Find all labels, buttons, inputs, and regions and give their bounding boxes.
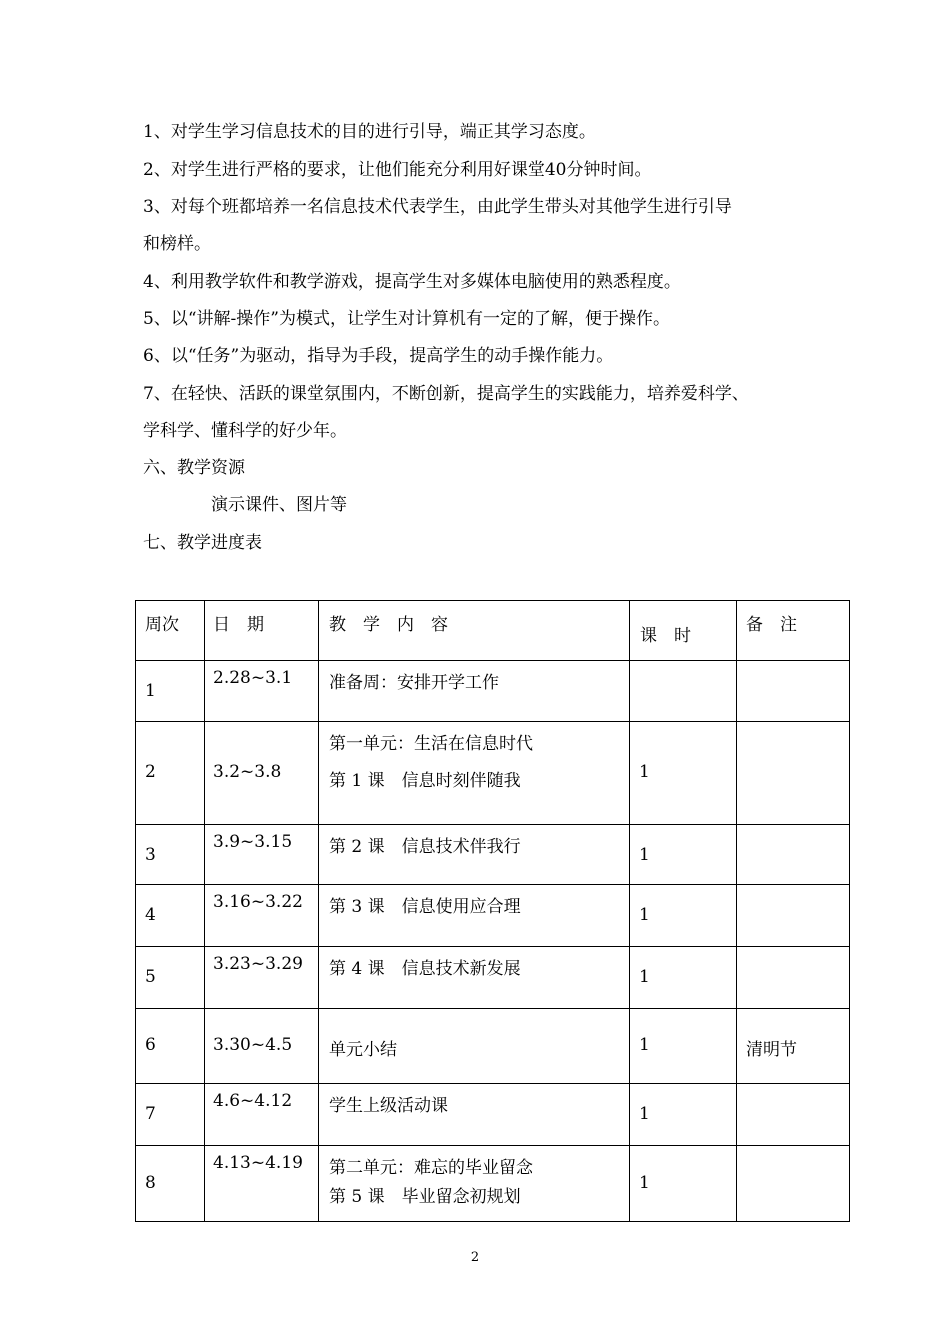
week-value: 4 [145,905,156,925]
table-row [136,1009,850,1084]
cell-week [136,1084,205,1146]
table-row [136,947,850,1009]
header-notes: 备 注 [746,615,797,635]
paragraph-2: 2、对学生进行严格的要求，让他们能充分利用好课堂40分钟时间。 [143,160,652,180]
date-value: 2.28~3.1 [213,668,293,688]
paragraph-1: 1、对学生学习信息技术的目的进行引导，端正其学习态度。 [143,122,596,142]
page-number: 2 [470,1250,480,1265]
cell-notes [737,1084,850,1146]
date-value: 3.30~4.5 [213,1035,293,1055]
week-value: 8 [145,1173,156,1193]
cell-week [136,722,205,825]
week-value: 6 [145,1035,156,1055]
table-row [136,825,850,885]
cell-hours [630,661,737,722]
cell-date [205,661,319,722]
table-row [136,1146,850,1222]
hours-value: 1 [639,967,650,987]
table-header-row [136,601,850,661]
cell-week [136,825,205,885]
cell-hours [630,1146,737,1222]
content-value: 第 2 课 信息技术伴我行 [329,837,521,857]
schedule-table [135,600,850,1222]
hours-value: 1 [639,905,650,925]
cell-hours [630,722,737,825]
hours-value: 1 [639,1173,650,1193]
date-value: 3.16~3.22 [213,892,303,912]
cell-week [136,885,205,947]
cell-notes [737,885,850,947]
header-week: 周次 [145,615,179,635]
date-value: 4.13~4.19 [213,1153,303,1173]
table-row [136,885,850,947]
cell-date [205,947,319,1009]
paragraph-6: 6、以“任务”为驱动，指导为手段，提高学生的动手操作能力。 [143,346,614,366]
week-value: 5 [145,967,156,987]
table-row [136,1084,850,1146]
cell-week [136,947,205,1009]
cell-notes [737,825,850,885]
cell-hours [630,1084,737,1146]
header-date: 日 期 [213,615,264,635]
notes-value: 清明节 [746,1040,797,1060]
cell-content [319,1084,630,1146]
paragraph-3: 3、对每个班都培养一名信息技术代表学生，由此学生带头对其他学生进行引导 [143,197,732,217]
cell-hours [630,825,737,885]
date-value: 3.2~3.8 [213,762,282,782]
header-notes-cell [737,601,850,661]
content-value: 第二单元：难忘的毕业留念 [329,1158,533,1178]
cell-date [205,1146,319,1222]
header-hours-cell [630,601,737,661]
hours-value: 1 [639,845,650,865]
content-value: 第 4 课 信息技术新发展 [329,959,521,979]
week-value: 7 [145,1104,156,1124]
hours-value: 1 [639,762,650,782]
cell-notes [737,661,850,722]
paragraph-7: 7、在轻快、活跃的课堂氛围内，不断创新，提高学生的实践能力，培养爱科学、 [143,384,749,404]
content-value: 学生上级活动课 [329,1096,448,1116]
content-value-line2: 第 1 课 信息时刻伴随我 [329,771,521,791]
header-content: 教 学 内 容 [329,615,448,635]
cell-date [205,825,319,885]
cell-date [205,722,319,825]
week-value: 2 [145,762,156,782]
cell-notes [737,1146,850,1222]
cell-content [319,661,630,722]
cell-notes [737,1009,850,1084]
content-value: 第一单元：生活在信息时代 [329,734,533,754]
table-row [136,661,850,722]
hours-value: 1 [639,1104,650,1124]
date-value: 3.23~3.29 [213,954,303,974]
cell-week [136,1146,205,1222]
content-value: 单元小结 [329,1040,397,1060]
header-date-cell [205,601,319,661]
cell-content [319,1009,630,1084]
header-content-cell [319,601,630,661]
cell-hours [630,947,737,1009]
cell-content [319,885,630,947]
date-value: 4.6~4.12 [213,1091,293,1111]
cell-content [319,825,630,885]
section-heading-schedule: 七、教学进度表 [143,533,262,553]
cell-notes [737,947,850,1009]
table-row [136,722,850,825]
cell-hours [630,1009,737,1084]
cell-week [136,661,205,722]
cell-hours [630,885,737,947]
cell-date [205,1009,319,1084]
content-value: 第 3 课 信息使用应合理 [329,897,521,917]
cell-week [136,1009,205,1084]
cell-notes [737,722,850,825]
paragraph-7-cont: 学科学、懂科学的好少年。 [143,421,347,441]
resources-text: 演示课件、图片等 [211,495,347,515]
cell-content [319,722,630,825]
cell-date [205,1084,319,1146]
cell-content [319,947,630,1009]
header-hours: 课 时 [640,626,691,646]
hours-value: 1 [639,1035,650,1055]
paragraph-3-cont: 和榜样。 [143,234,211,254]
section-heading-resources: 六、教学资源 [143,458,245,478]
paragraph-4: 4、利用教学软件和教学游戏，提高学生对多媒体电脑使用的熟悉程度。 [143,272,681,292]
week-value: 3 [145,845,156,865]
header-week-cell [136,601,205,661]
cell-date [205,885,319,947]
paragraph-5: 5、以“讲解-操作”为模式，让学生对计算机有一定的了解，便于操作。 [143,309,670,329]
content-value-line2: 第 5 课 毕业留念初规划 [329,1187,521,1207]
content-value: 准备周：安排开学工作 [329,673,499,693]
date-value: 3.9~3.15 [213,832,293,852]
week-value: 1 [145,681,156,701]
cell-content [319,1146,630,1222]
